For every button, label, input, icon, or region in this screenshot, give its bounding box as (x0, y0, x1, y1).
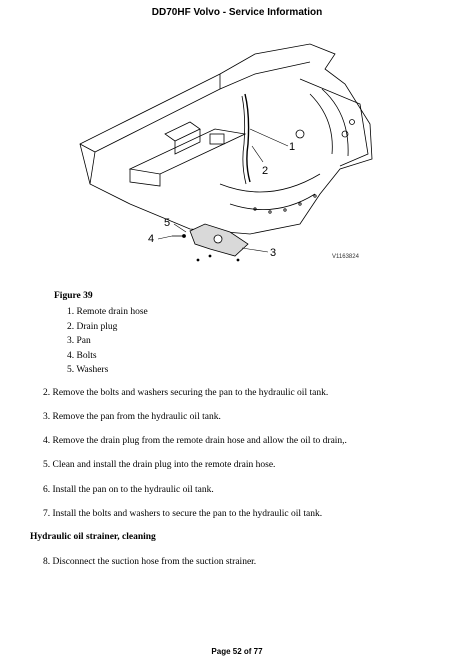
step-7: 7. Install the bolts and washers to secure the pan to the hydraulic oil tank. (43, 509, 323, 519)
step-5: 5. Clean and install the drain plug into the remote drain hose. (43, 460, 276, 470)
page-number: Page 52 of 77 (211, 647, 263, 656)
legend-item: 1. Remote drain hose (67, 307, 148, 317)
exploded-view-illustration (70, 34, 380, 264)
callout-5: 5 (164, 217, 171, 229)
legend-item: 4. Bolts (67, 350, 97, 361)
section-heading: Hydraulic oil strainer, cleaning (30, 532, 156, 542)
legend-item: 2. Drain plug (67, 321, 118, 332)
callout-3: 3 (270, 247, 277, 259)
callout-4: 4 (148, 233, 155, 245)
step-4: 4. Remove the drain plug from the remote drain hose and allow the oil to drain,. (43, 436, 347, 446)
page-header-title: DD70HF Volvo - Service Information (151, 7, 323, 18)
legend-item: 5. Washers (67, 365, 109, 375)
callout-2: 2 (262, 165, 269, 177)
legend-item: 3. Pan (67, 336, 91, 346)
machine-frame-drawing (70, 34, 380, 264)
figure-legend (67, 305, 148, 378)
figure-title: Figure 39 (54, 291, 93, 301)
step-6: 6. Install the pan on to the hydraulic oil tank. (43, 485, 214, 495)
step-2: 2. Remove the bolts and washers securing the pan to the hydraulic oil tank. (43, 388, 329, 398)
step-3: 3. Remove the pan from the hydraulic oil tank. (43, 412, 221, 422)
callout-1: 1 (289, 141, 296, 153)
image-code: V1163824 (332, 254, 359, 260)
pan-part (190, 224, 248, 256)
step-8: 8. Disconnect the suction hose from the suction strainer. (43, 557, 257, 567)
